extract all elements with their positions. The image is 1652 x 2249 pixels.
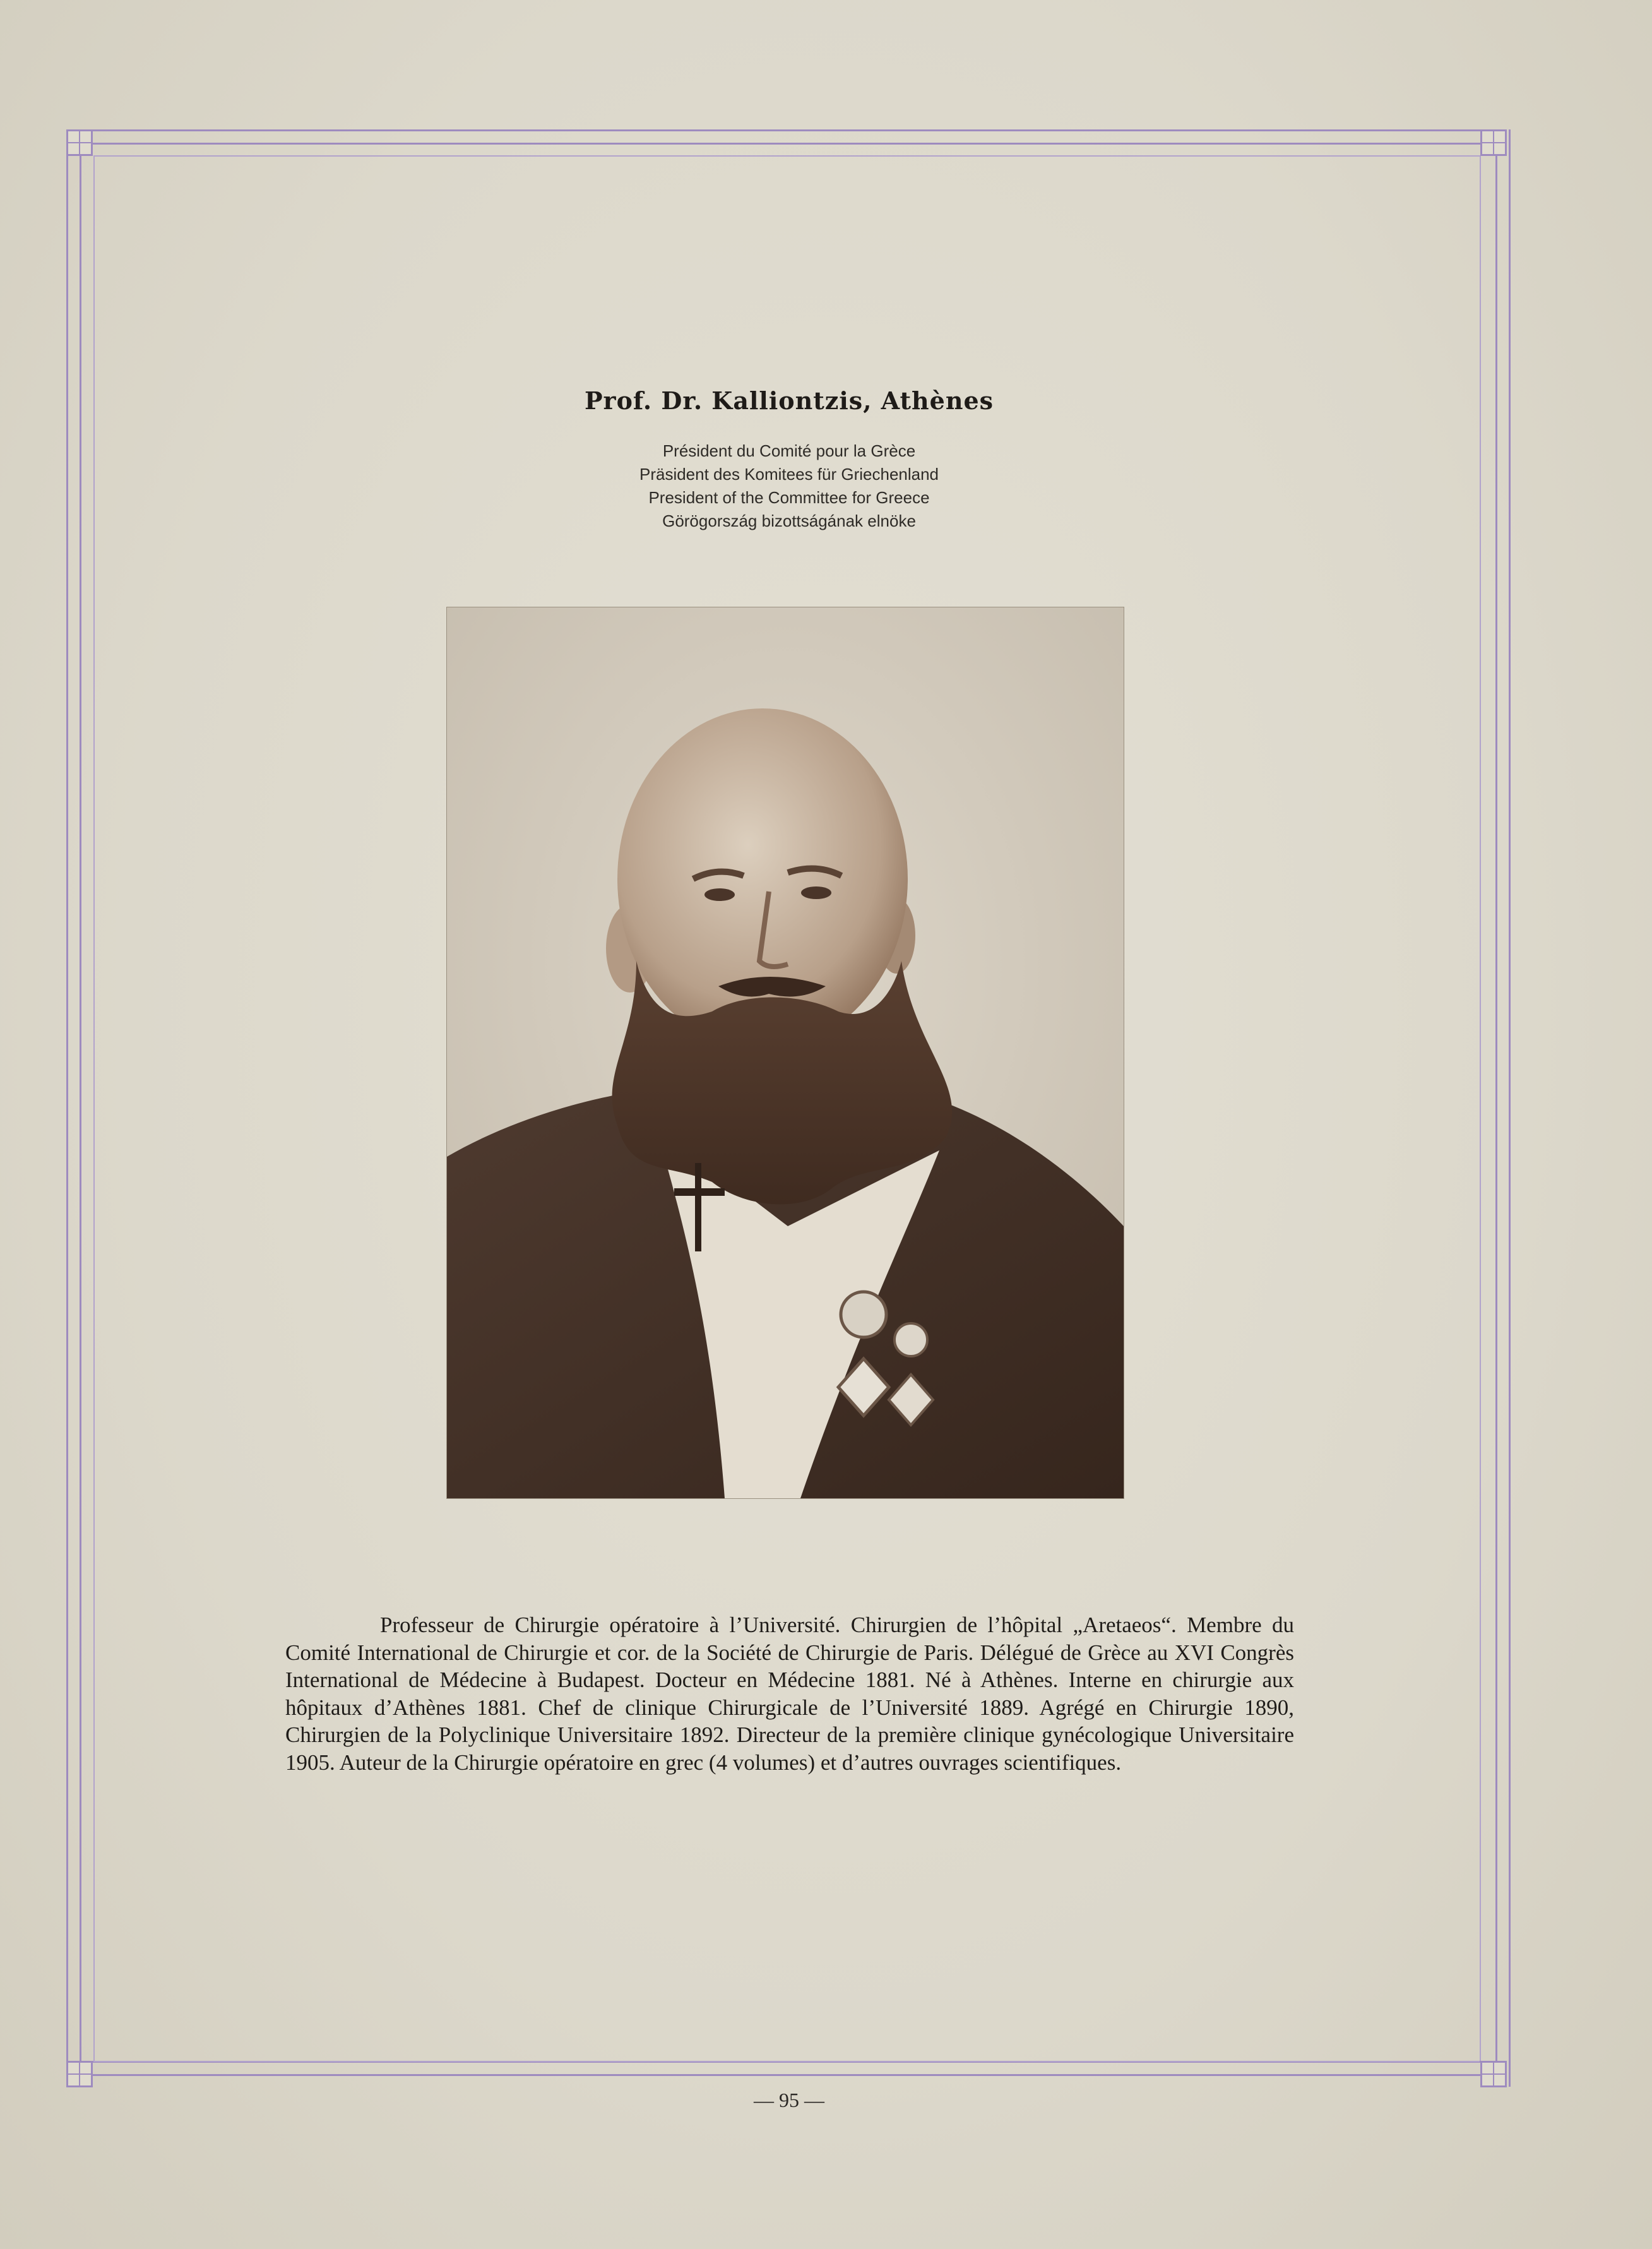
frame-corner-ornament <box>66 129 93 156</box>
frame-corner-ornament <box>1480 2061 1507 2087</box>
frame-bottom-inner-line <box>93 2061 1480 2062</box>
page-number: — 95 — <box>754 2089 824 2111</box>
frame-corner-ornament <box>66 2061 93 2087</box>
portrait-photo <box>446 607 1124 1499</box>
subtitle-block <box>0 439 1578 533</box>
frame-corner-ornament <box>1480 129 1507 156</box>
frame-right-border <box>1495 129 1511 2087</box>
subtitle-line-english: President of the Committee for Greece <box>648 488 930 507</box>
frame-left-border <box>66 129 81 2087</box>
subtitle-line-french: Président du Comité pour la Grèce <box>662 441 916 460</box>
page-title: Prof. Dr. Kalliontzis, Athènes <box>584 386 994 415</box>
biography-paragraph: Professeur de Chirurgie opératoire à l’Université. Chirurgien de l’hôpital „Aretaeos“. Membre du Comité International de Chirurgie et cor. de la Société de Chirurgie de Paris. Délégué de Grèce au XVI Congrès International de Médecine à Budapest. Docteur en Médecine 1881. Né à Athènes. Interne en chirurgie aux hôpitaux d’Athènes 1881. Chef de clinique Chirurgicale de l’Université 1889. Agrégé en Chirurgie 1890, Chirurgien de la Polyclinique Universitaire 1892. Directeur de la première clinique gynécologique Universitaire 1905. Auteur de la Chirurgie opératoire en grec (4 volumes) et d’autres ouvrages scientifiques. <box>285 1613 1294 1775</box>
portrait-illustration <box>447 607 1124 1498</box>
frame-top-border <box>66 129 1507 145</box>
frame-bottom-border <box>66 2061 1507 2076</box>
subtitle-line-hungarian: Görögország bizottságának elnöke <box>662 511 916 530</box>
subtitle-line-german: Präsident des Komitees für Griechenland <box>639 465 939 484</box>
frame-top-inner-line <box>93 155 1480 157</box>
